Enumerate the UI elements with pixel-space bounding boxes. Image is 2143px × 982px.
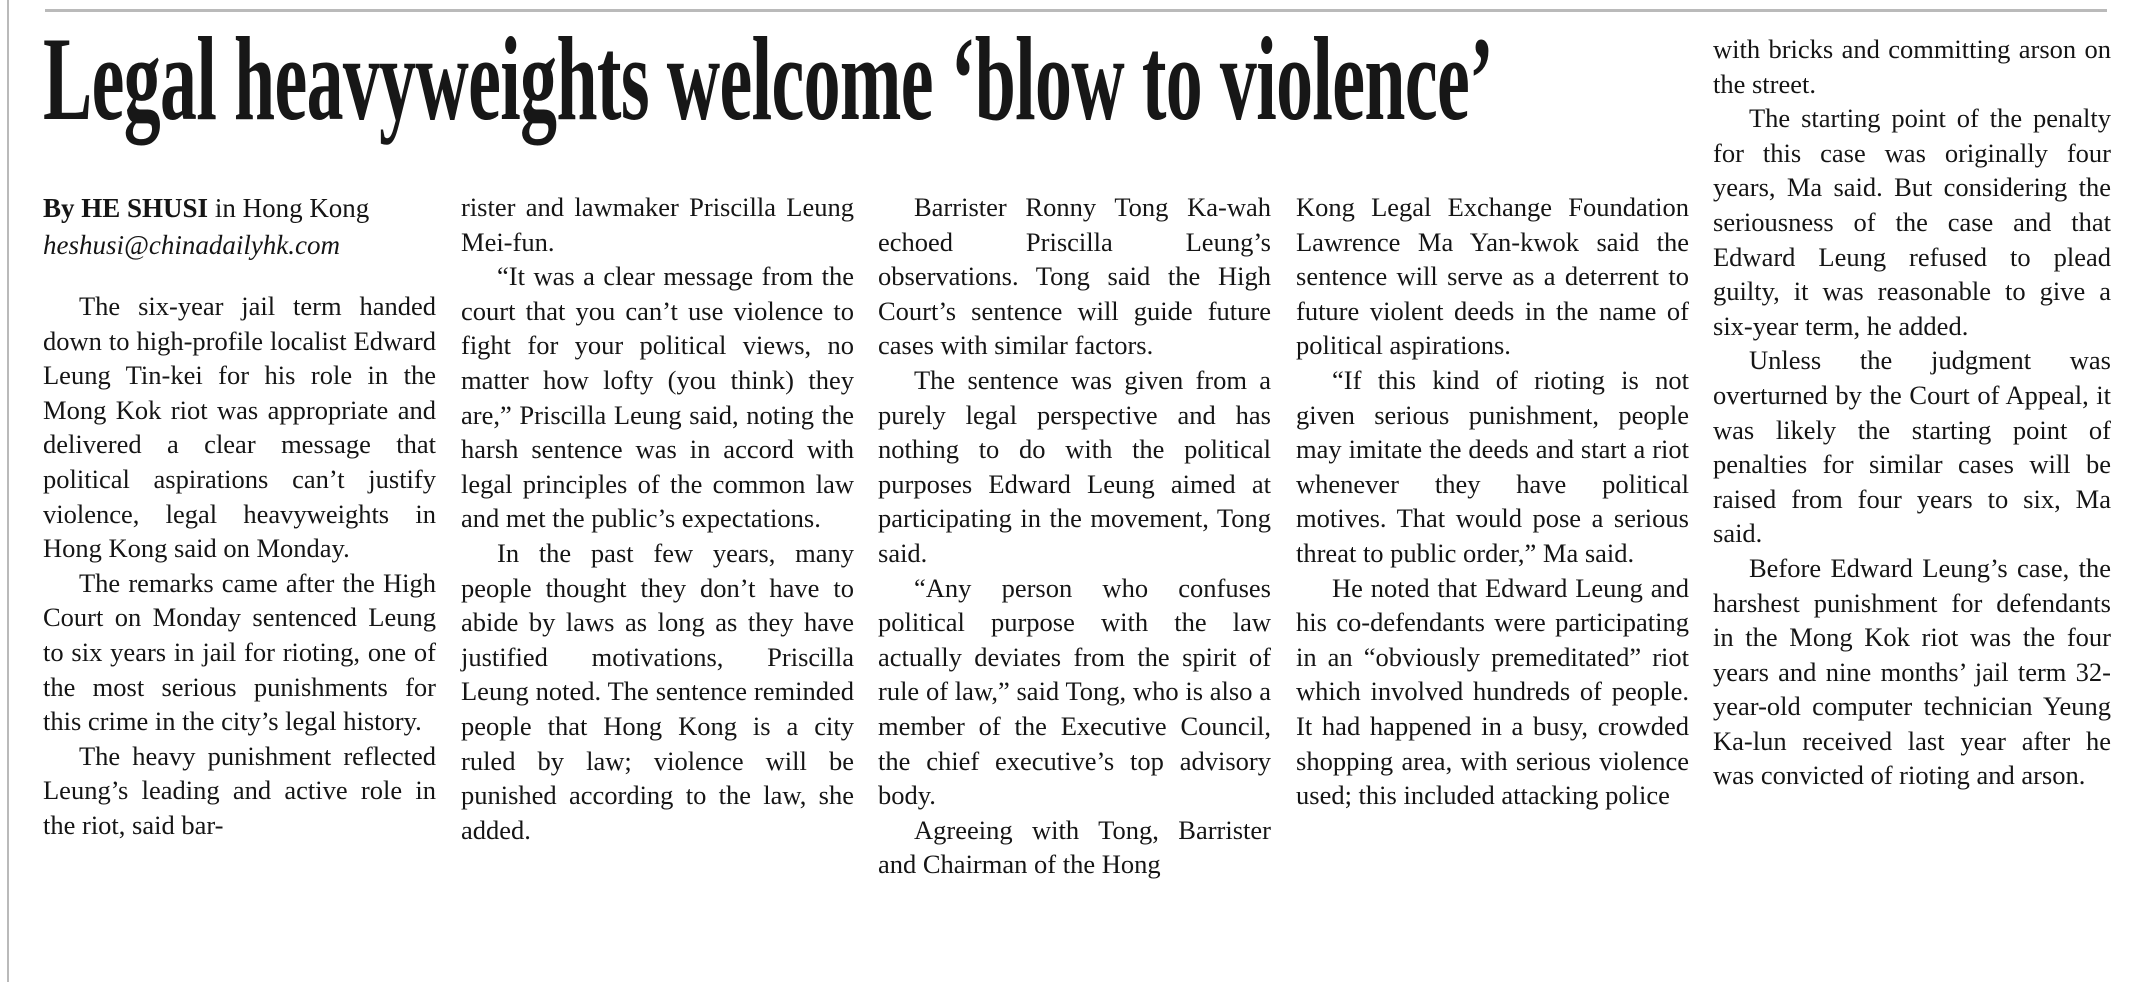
body-paragraph: The sentence was given from a purely legal perspective and has nothing to do with the political purposes Edward Leung aimed at participating in the movement, Tong said. — [878, 364, 1271, 568]
body-paragraph: In the past few years, many people thought they don’t have to abide by laws as long as they have justified motivations, Priscilla Leung noted. The sentence reminded people that Hong Kong is a city ruled by law; violence will be punished according to the law, she added. — [461, 537, 854, 845]
body-paragraph: He noted that Edward Leung and his co-defendants were participating in an “obviously premeditated” riot which involved hundreds of people. It had happened in a busy, crowded shopping area, with serious violence used; this included attacking police — [1296, 572, 1689, 811]
left-page-rule — [7, 0, 9, 982]
column-paragraphs — [461, 190, 854, 847]
column-paragraphs — [43, 289, 436, 843]
body-paragraph: Kong Legal Exchange Foundation Lawrence Ma Yan-kwok said the sentence will serve as a deterrent to future violent deeds in the name of political aspirations. — [1296, 192, 1689, 361]
column-paragraphs — [878, 190, 1271, 882]
article-column-2 — [461, 190, 854, 847]
body-paragraph: Before Edward Leung’s case, the harshest punishment for defendants in the Mong Kok riot was the four years and nine months’ jail term 32-year-old computer technician Yeung Ka-lun received last year after he was convicted of rioting and arson. — [1713, 552, 2111, 791]
article-column-5 — [1713, 32, 2111, 793]
byline — [43, 190, 436, 227]
byline-location: in Hong Kong — [208, 193, 370, 223]
body-paragraph: Agreeing with Tong, Barrister and Chairman of the Hong — [878, 814, 1271, 880]
body-paragraph: with bricks and committing arson on the street. — [1713, 34, 2111, 99]
body-paragraph: The remarks came after the High Court on Monday sentenced Leung to six years in jail for rioting, one of the most serious punishments for this crime in the city’s legal history. — [43, 567, 436, 737]
body-paragraph: “If this kind of rioting is not given serious punishment, people may imitate the deeds and start a riot whenever they have political motives. That would pose a serious threat to public order,” Ma said. — [1296, 364, 1689, 568]
body-paragraph: The starting point of the penalty for this case was originally four years, Ma said. But considering the seriousness of the case and that Edward Leung refused to plead guilty, it was reasonable to give a six-year term, he added. — [1713, 103, 2111, 341]
article-column-3 — [878, 190, 1271, 882]
body-paragraph: Unless the judgment was overturned by the Court of Appeal, it was likely the starting point of penalties for similar cases will be raised from four years to six, Ma said. — [1713, 345, 2111, 549]
body-paragraph: rister and lawmaker Priscilla Leung Mei-fun. — [461, 192, 854, 257]
article-column-4 — [1296, 190, 1689, 813]
body-paragraph: The six-year jail term handed down to high-profile localist Edward Leung Tin-kei for his role in the Mong Kok riot was appropriate and delivered a clear message that political aspirations can’t justify violence, legal heavyweights in Hong Kong said on Monday. — [43, 291, 436, 564]
column-paragraphs — [1713, 32, 2111, 793]
body-paragraph: “Any person who confuses political purpose with the law actually deviates from the spirit of rule of law,” said Tong, who is also a member of the Executive Council, the chief executive’s top advisory body. — [878, 572, 1271, 811]
article-column-1 — [43, 190, 436, 843]
byline-author: By HE SHUSI — [43, 193, 209, 223]
column-paragraphs — [1296, 190, 1689, 813]
article-headline: Legal heavyweights welcome ‘blow to violence’ — [43, 12, 1494, 145]
body-paragraph: Barrister Ronny Tong Ka-wah echoed Priscilla Leung’s observations. Tong said the High Court’s sentence will guide future cases with similar factors. — [878, 192, 1271, 361]
byline-email: heshusi@chinadailyhk.com — [43, 230, 341, 260]
body-paragraph: The heavy punishment reflected Leung’s leading and active role in the riot, said bar- — [43, 740, 436, 840]
body-paragraph: “It was a clear message from the court that you can’t use violence to fight for your political views, no matter how lofty (you think) they are,” Priscilla Leung said, noting the harsh sentence was in accord with legal principles of the common law and met the public’s expectations. — [461, 261, 854, 534]
